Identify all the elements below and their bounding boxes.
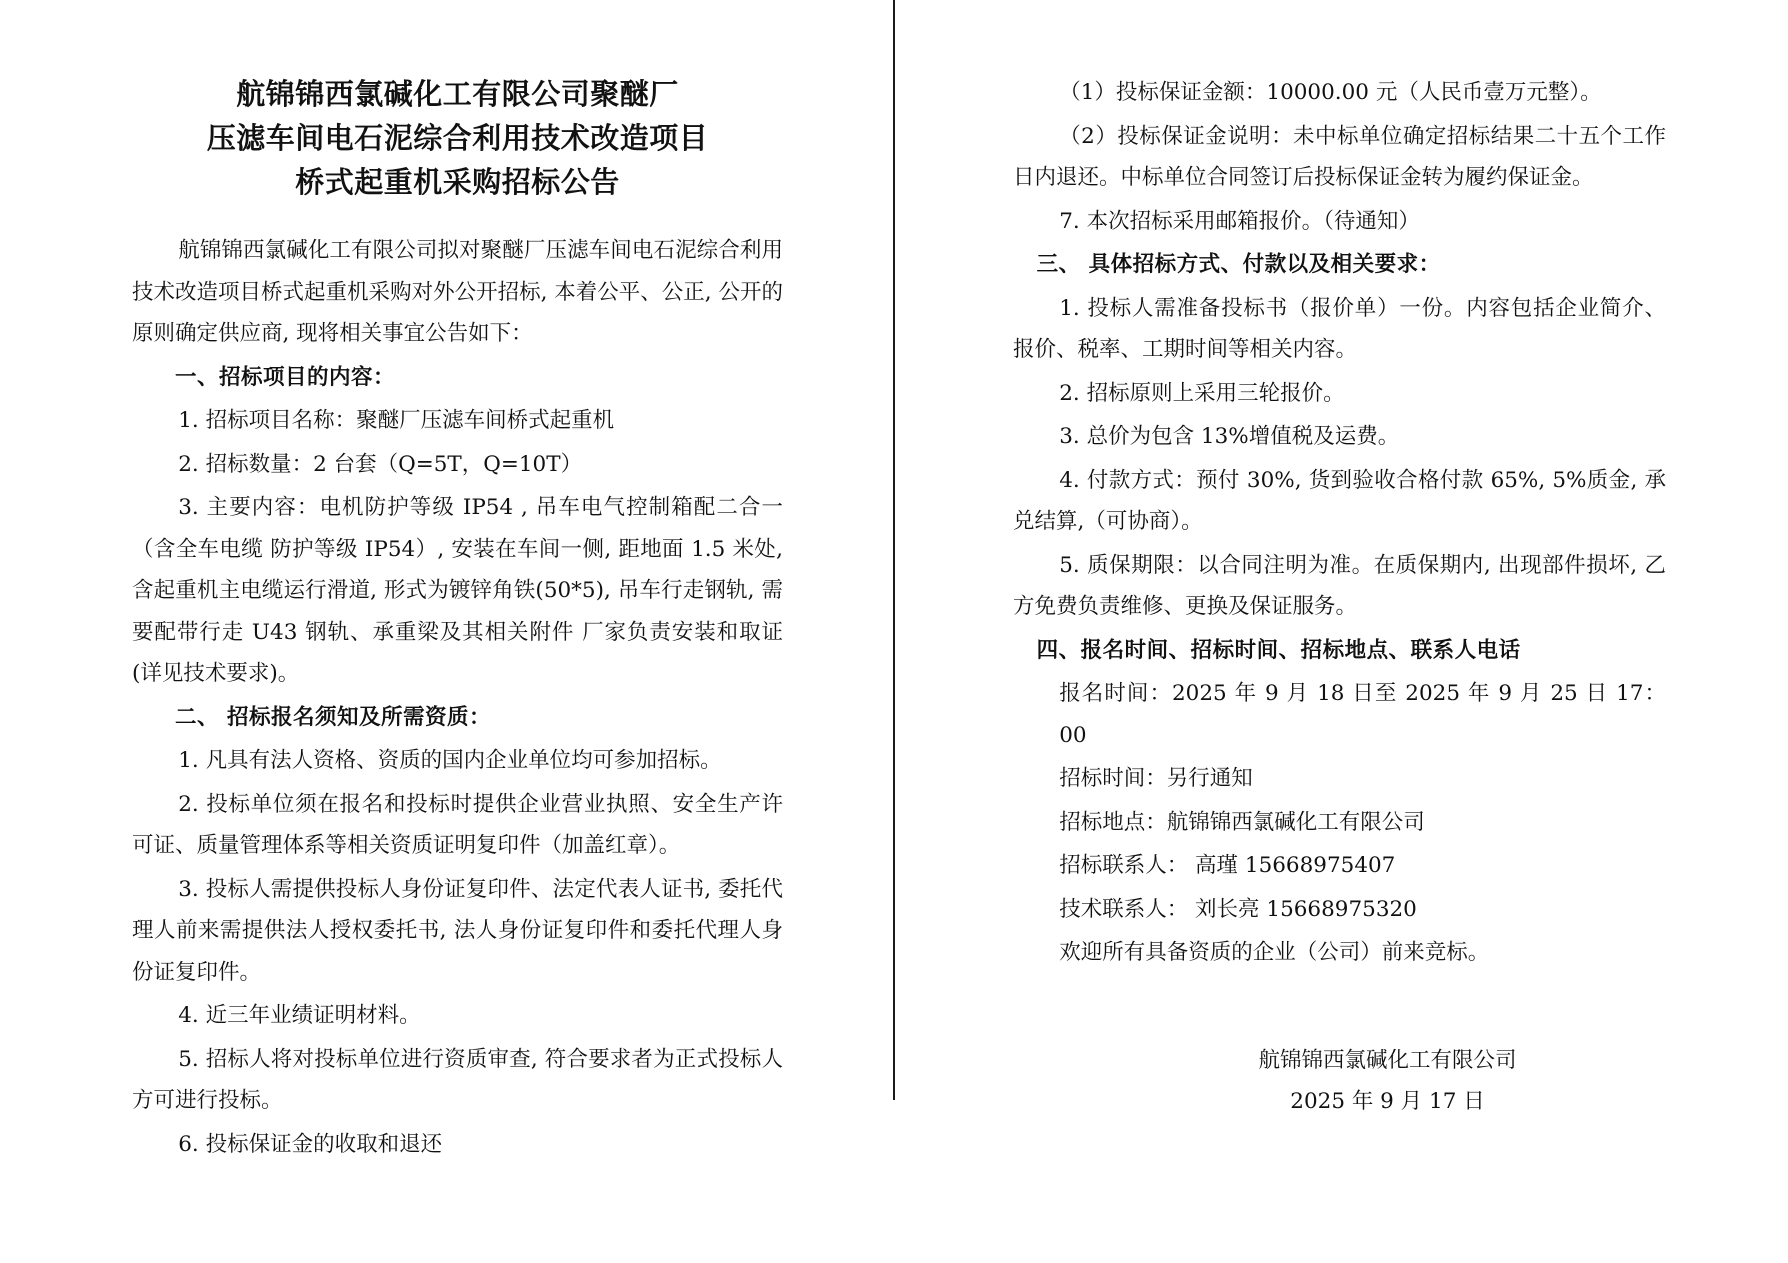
signature-block (1013, 1040, 1666, 1123)
item-1-3: 3. 主要内容：电机防护等级 IP54 , 吊车电气控制箱配二合一（含全车电缆 防护等级 IP54）, 安装在车间一侧, 距地面 1.5 米处, 含起重机主电缆运行滑道, 形式为镀锌角铁(50*5), 吊车行走钢轨, 需要配带行走 U43 钢轨、承重梁及其相关附件 厂家负责安装和取证(详见技术要求)。 (132, 495, 783, 686)
item-1-2: 2. 招标数量：2 台套（Q=5T，Q=10T） (178, 451, 583, 477)
item-3-5: 5. 质保期限：以合同注明为准。在质保期内, 出现部件损坏, 乙方免费负责维修、更换及保证服务。 (1013, 552, 1666, 619)
section-three-heading: 三、 具体招标方式、付款以及相关要求： (1036, 252, 1441, 277)
intro-paragraph: 航锦锦西氯碱化工有限公司拟对聚醚厂压滤车间电石泥综合利用技术改造项目桥式起重机采购对外公开招标, 本着公平、公正, 公开的原则确定供应商, 现将相关事宜公告如下： (132, 238, 783, 346)
signup-time: 报名时间：2025 年 9 月 18 日至 2025 年 9 月 25 日 17：00 (1059, 681, 1666, 748)
item-6-1: （1）投标保证金额：10000.00 元（人民币壹万元整）。 (1059, 80, 1602, 105)
bid-place: 招标地点：航锦锦西氯碱化工有限公司 (1059, 809, 1425, 835)
left-column (0, 0, 893, 1263)
bid-contact: 招标联系人： 高瑾 15668975407 (1059, 853, 1396, 878)
item-2-6: 6. 投标保证金的收取和退还 (178, 1131, 443, 1157)
item-6-2: （2）投标保证金说明：未中标单位确定招标结果二十五个工作日内退还。中标单位合同签订后投标保证金转为履约保证金。 (1013, 123, 1666, 190)
title-line-3: 桥式起重机采购招标公告 (295, 165, 620, 199)
section-two-heading: 二、 招标报名须知及所需资质： (175, 704, 491, 730)
section-one-heading: 一、招标项目的内容： (175, 364, 396, 390)
item-2-3: 3. 投标人需提供投标人身份证复印件、法定代表人证书, 委托代理人前来需提供法人授权委托书, 法人身份证复印件和委托代理人身份证复印件。 (132, 876, 783, 985)
signature-date: 2025 年 9 月 17 日 (1290, 1089, 1485, 1114)
title-line-2: 压滤车间电石泥综合利用技术改造项目 (206, 121, 709, 155)
item-2-1: 1. 凡具有法人资格、资质的国内企业单位均可参加招标。 (178, 748, 722, 773)
page-title (132, 72, 783, 204)
tech-contact: 技术联系人： 刘长亮 15668975320 (1059, 896, 1417, 922)
item-3-3: 3. 总价为包含 13%增值税及运费。 (1059, 424, 1400, 449)
page-divider (893, 0, 895, 1100)
item-3-4: 4. 付款方式：预付 30%, 货到验收合格付款 65%, 5%质金, 承兑结算,（可协商）。 (1013, 467, 1666, 534)
signature-company: 航锦锦西氯碱化工有限公司 (1258, 1047, 1517, 1073)
section-four-heading: 四、报名时间、招标时间、招标地点、联系人电话 (1036, 637, 1521, 663)
title-line-1: 航锦锦西氯碱化工有限公司聚醚厂 (236, 77, 679, 111)
welcome-note: 欢迎所有具备资质的企业（公司）前来竞标。 (1059, 940, 1490, 965)
item-2-2: 2. 投标单位须在报名和投标时提供企业营业执照、安全生产许可证、质量管理体系等相关资质证明复印件（加盖红章）。 (132, 791, 783, 858)
item-1-1: 1. 招标项目名称：聚醚厂压滤车间桥式起重机 (178, 408, 615, 433)
right-column (893, 0, 1786, 1263)
item-2-5: 5. 招标人将对投标单位进行资质审查, 符合要求者为正式投标人方可进行投标。 (132, 1046, 783, 1113)
item-3-1: 1. 投标人需准备投标书（报价单）一份。内容包括企业简介、报价、税率、工期时间等相关内容。 (1013, 295, 1666, 362)
item-2-4: 4. 近三年业绩证明材料。 (178, 1003, 421, 1028)
bid-time: 招标时间：另行通知 (1059, 766, 1253, 791)
item-3-2: 2. 招标原则上采用三轮报价。 (1059, 380, 1345, 406)
item-7: 7. 本次招标采用邮箱报价。（待通知） (1059, 208, 1420, 234)
